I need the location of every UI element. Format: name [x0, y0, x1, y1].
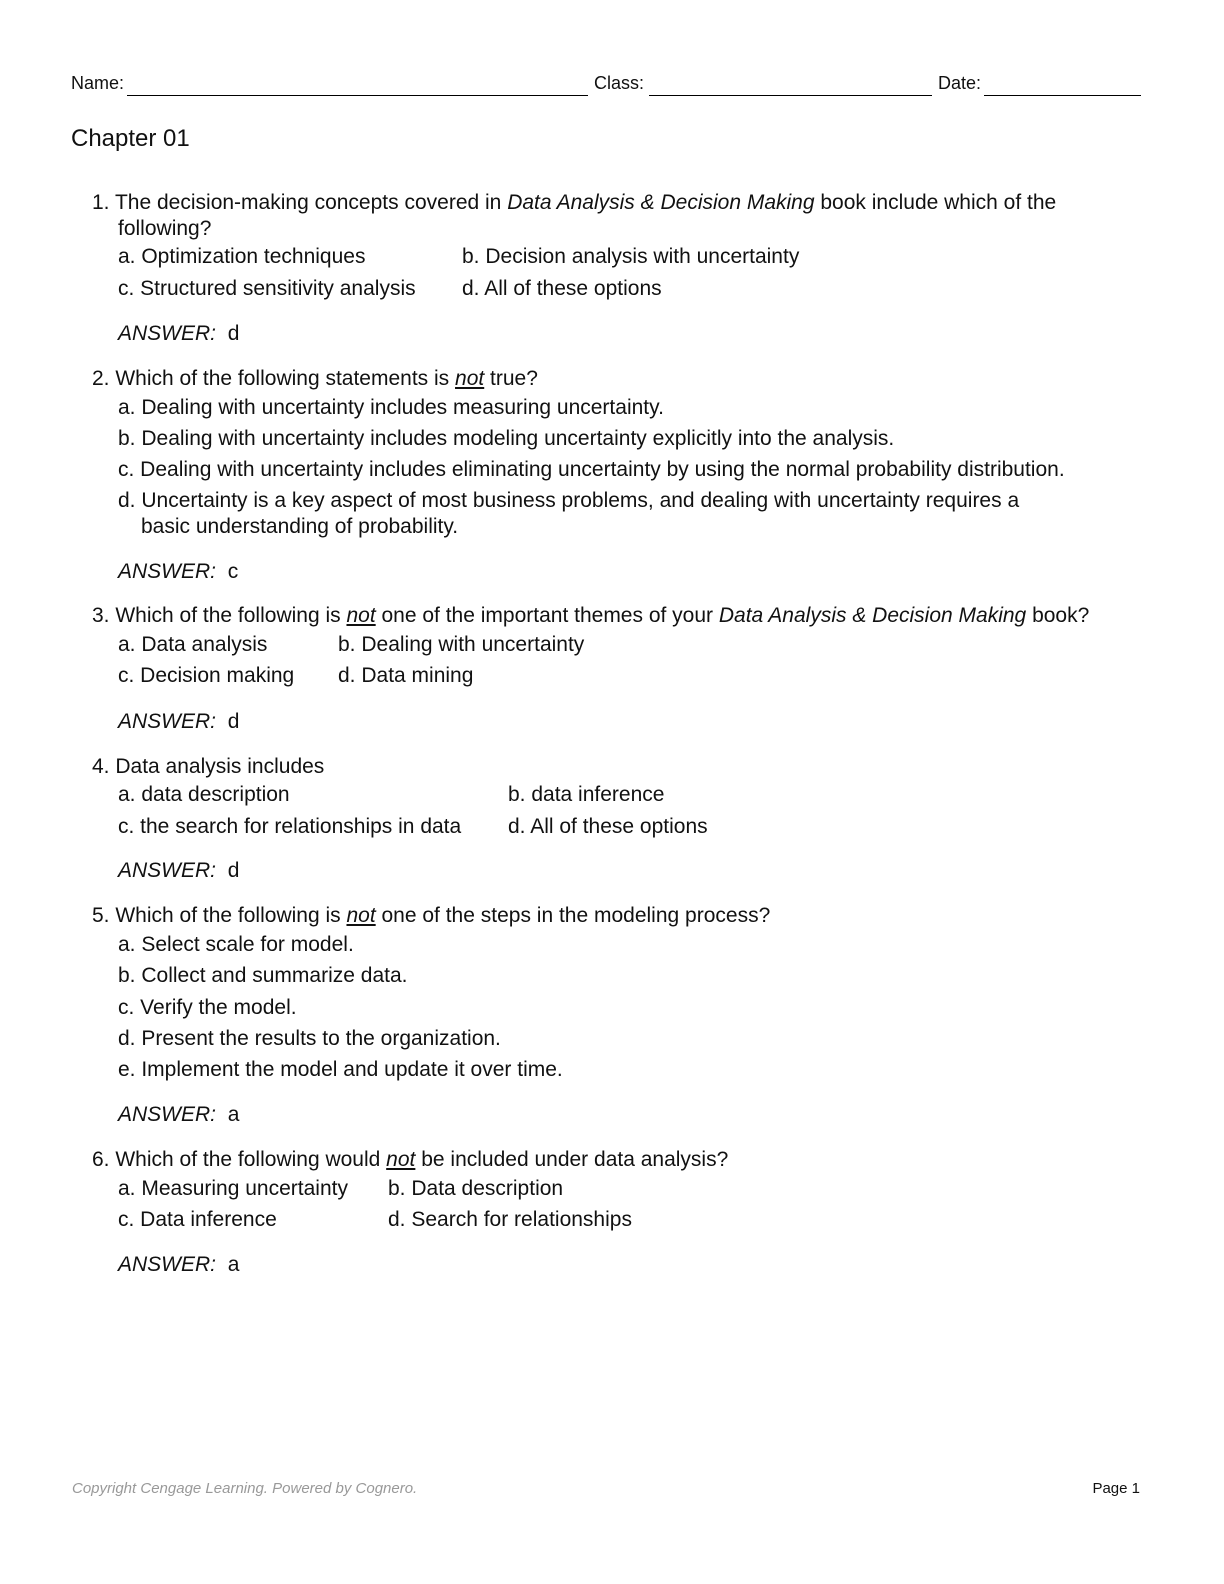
option-a: a. Select scale for model.	[118, 933, 354, 956]
page-title: Chapter 01	[71, 125, 190, 152]
option-a: a. data description	[118, 783, 290, 806]
question-6	[92, 1147, 1152, 1173]
question-text: Which of the following would not be included under data analysis?	[115, 1148, 729, 1171]
date-blank-line	[984, 95, 1141, 96]
page-number: Page 1	[1092, 1480, 1140, 1497]
option-b: b. Dealing with uncertainty includes modeling uncertainty explicitly into the analysis.	[118, 427, 895, 450]
question-number: 3.	[92, 604, 110, 627]
question-text: Which of the following is not one of the steps in the modeling process?	[115, 904, 771, 927]
question-text: Which of the following statements is not true?	[115, 367, 538, 390]
option-a: a. Dealing with uncertainty includes measuring uncertainty.	[118, 396, 664, 419]
question-text: Data analysis includes	[115, 755, 325, 778]
option-a: a. Optimization techniques	[118, 245, 366, 268]
option-d: d. Present the results to the organization.	[118, 1027, 501, 1050]
answer-4: ANSWER: d	[118, 859, 240, 882]
question-number: 4.	[92, 755, 110, 778]
option-b: b. Data description	[388, 1177, 564, 1200]
option-d-continued: basic understanding of probability.	[141, 515, 459, 538]
question-1	[92, 190, 1152, 242]
option-a: a. Measuring uncertainty	[118, 1177, 348, 1200]
option-c: c. Data inference	[118, 1208, 277, 1231]
date-label: Date:	[938, 73, 982, 93]
option-a: a. Data analysis	[118, 633, 268, 656]
answer-3: ANSWER: d	[118, 710, 240, 733]
copyright-footer: Copyright Cengage Learning. Powered by Cognero.	[72, 1480, 418, 1497]
question-number: 1.	[92, 191, 110, 214]
question-3	[92, 603, 1152, 629]
name-blank-line	[127, 95, 588, 96]
option-c: c. Dealing with uncertainty includes eliminating uncertainty by using the normal probability distribution.	[118, 458, 1065, 481]
option-b: b. data inference	[508, 783, 665, 806]
name-label: Name:	[71, 73, 125, 93]
option-d: d. Uncertainty is a key aspect of most business problems, and dealing with uncertainty requires a	[118, 489, 1020, 512]
question-number: 5.	[92, 904, 110, 927]
option-d: d. Search for relationships	[388, 1208, 632, 1231]
question-4	[92, 754, 1152, 780]
question-5	[92, 903, 1152, 929]
question-text: The decision-making concepts covered in Data Analysis & Decision Making book include which of the	[114, 191, 1057, 214]
option-d: d. All of these options	[462, 277, 662, 300]
option-e: e. Implement the model and update it over time.	[118, 1058, 563, 1081]
question-number: 6.	[92, 1148, 110, 1171]
answer-6: ANSWER: a	[118, 1253, 240, 1276]
question-text: Which of the following is not one of the important themes of your Data Analysis & Decision Making book?	[115, 604, 1090, 627]
option-b: b. Decision analysis with uncertainty	[462, 245, 800, 268]
option-b: b. Dealing with uncertainty	[338, 633, 585, 656]
question-text-continued: following?	[118, 217, 212, 240]
option-c: c. Verify the model.	[118, 996, 297, 1019]
class-label: Class:	[594, 73, 645, 93]
question-2	[92, 366, 1152, 392]
option-b: b. Collect and summarize data.	[118, 964, 408, 987]
answer-5: ANSWER: a	[118, 1103, 240, 1126]
option-d: d. All of these options	[508, 815, 708, 838]
option-c: c. Structured sensitivity analysis	[118, 277, 416, 300]
answer-1: ANSWER: d	[118, 322, 240, 345]
question-number: 2.	[92, 367, 110, 390]
class-blank-line	[649, 95, 932, 96]
option-c: c. the search for relationships in data	[118, 815, 462, 838]
answer-2: ANSWER: c	[118, 560, 239, 583]
option-d: d. Data mining	[338, 664, 474, 687]
option-c: c. Decision making	[118, 664, 295, 687]
